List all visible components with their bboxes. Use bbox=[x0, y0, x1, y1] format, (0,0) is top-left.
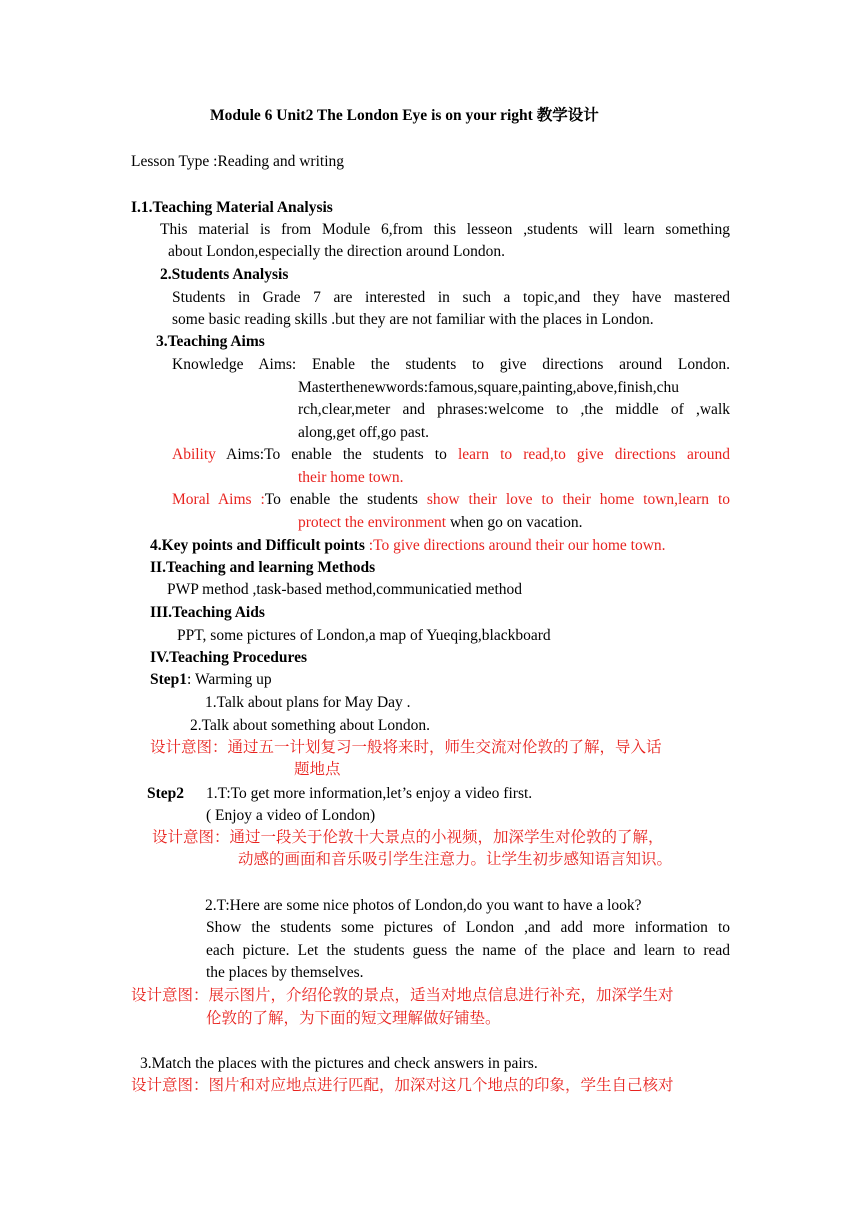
moral-text-2: when go on vacation. bbox=[446, 514, 583, 531]
students-analysis-line-2: some basic reading skills .but they are not familiar with the places in London. bbox=[172, 311, 654, 328]
design-intent-2-line-2: 动感的画面和音乐吸引学生注意力。让学生初步感知语言知识。 bbox=[238, 851, 673, 868]
moral-aims-line-2 bbox=[298, 513, 583, 533]
step1-label: Step1 bbox=[150, 671, 188, 688]
key-points-heading: 4.Key points and Difficult points bbox=[150, 537, 365, 554]
ability-highlight: learn to read,to give directions around bbox=[457, 446, 730, 463]
design-intent-1-line-2: 题地点 bbox=[294, 761, 341, 778]
page-title: Module 6 Unit2 The London Eye is on your right 教学设计 bbox=[210, 107, 599, 124]
procedures-heading: IV.Teaching Procedures bbox=[150, 649, 308, 666]
moral-highlight: show their love to their home town,learn to bbox=[426, 491, 731, 508]
design-intent-2-line-1: 设计意图：通过一段关于伦敦十大景点的小视频，加深学生对伦敦的了解， bbox=[152, 829, 664, 846]
methods-prefix: II. bbox=[150, 559, 166, 576]
section-1-title: 1.Teaching Material Analysis bbox=[140, 199, 333, 216]
material-analysis-line-1: This material is from Module 6,from this lesseon ,students will learn something bbox=[160, 221, 730, 238]
lesson-type: Lesson Type :Reading and writing bbox=[131, 153, 345, 170]
design-intent-3-line-1: 设计意图：展示图片，介绍伦敦的景点，适当对地点信息进行补充，加深学生对 bbox=[131, 987, 674, 1004]
key-points-text: :To give directions around their our home town. bbox=[364, 537, 666, 554]
moral-aims-line-1 bbox=[172, 490, 730, 510]
step3-item: 3.Match the places with the pictures and check answers in pairs. bbox=[140, 1055, 538, 1072]
knowledge-aims-line-4: along,get off,go past. bbox=[298, 424, 430, 441]
step1-text: : Warming up bbox=[187, 671, 272, 688]
aids-prefix: III bbox=[150, 604, 169, 621]
students-analysis-heading: 2.Students Analysis bbox=[160, 266, 289, 283]
ability-aims-line-2: their home town. bbox=[298, 469, 404, 486]
moral-label: Moral Aims : bbox=[172, 491, 265, 508]
teaching-aims-heading: 3.Teaching Aims bbox=[156, 333, 265, 350]
step2-item-1-note: ( Enjoy a video of London) bbox=[206, 807, 376, 824]
knowledge-aims-line-2: Masterthenewwords:famous,square,painting,above,finish,chu bbox=[298, 379, 679, 396]
design-intent-4-line-1: 设计意图：图片和对应地点进行匹配，加深对这几个地点的印象，学生自己核对 bbox=[131, 1077, 674, 1094]
ability-aims-line-1 bbox=[172, 445, 730, 465]
step1-line bbox=[150, 670, 272, 690]
design-intent-3-line-2: 伦敦的了解，为下面的短文理解做好铺垫。 bbox=[206, 1010, 501, 1027]
moral-highlight-2: protect the environment bbox=[298, 514, 447, 531]
step2-item-2: 2.T:Here are some nice photos of London,do you want to have a look? bbox=[205, 897, 642, 914]
methods-heading bbox=[150, 558, 375, 578]
material-analysis-line-2: about London,especially the direction around London. bbox=[168, 243, 506, 260]
step1-item-2: 2.Talk about something about London. bbox=[190, 717, 430, 734]
step2-item-2-line-3: each picture. Let the students guess the name of the place and learn to read bbox=[206, 942, 730, 959]
step1-item-1: 1.Talk about plans for May Day . bbox=[205, 694, 411, 711]
moral-text: To enable the students bbox=[264, 491, 427, 508]
section-1-prefix: I. bbox=[131, 199, 141, 216]
design-intent-1-line-1: 设计意图：通过五一计划复习一般将来时，师生交流对伦敦的了解，导入话 bbox=[150, 739, 662, 756]
step2-item-1: 1.T:To get more information,let’s enjoy a video first. bbox=[206, 785, 533, 802]
knowledge-aims-line-3: rch,clear,meter and phrases:welcome to ,the middle of ,walk bbox=[298, 401, 730, 418]
aids-heading bbox=[150, 603, 265, 623]
methods-title: Teaching and learning Methods bbox=[165, 559, 376, 576]
knowledge-aims-line-1: Knowledge Aims: Enable the students to give directions around London. bbox=[172, 356, 730, 373]
section-1-heading bbox=[131, 198, 333, 218]
ability-text: Aims:To enable the students to bbox=[215, 446, 458, 463]
aids-text: PPT, some pictures of London,a map of Yueqing,blackboard bbox=[177, 627, 551, 644]
aids-title: .Teaching Aids bbox=[168, 604, 265, 621]
step2-item-2-line-4: the places by themselves. bbox=[206, 964, 364, 981]
methods-text: PWP method ,task-based method,communicatied method bbox=[167, 581, 522, 598]
step2-item-2-line-2: Show the students some pictures of London ,and add more information to bbox=[206, 919, 730, 936]
step2-label: Step2 bbox=[147, 785, 185, 802]
students-analysis-line-1: Students in Grade 7 are interested in such a topic,and they have mastered bbox=[172, 289, 730, 306]
key-points-line bbox=[150, 536, 666, 556]
ability-label: Ability bbox=[172, 446, 216, 463]
